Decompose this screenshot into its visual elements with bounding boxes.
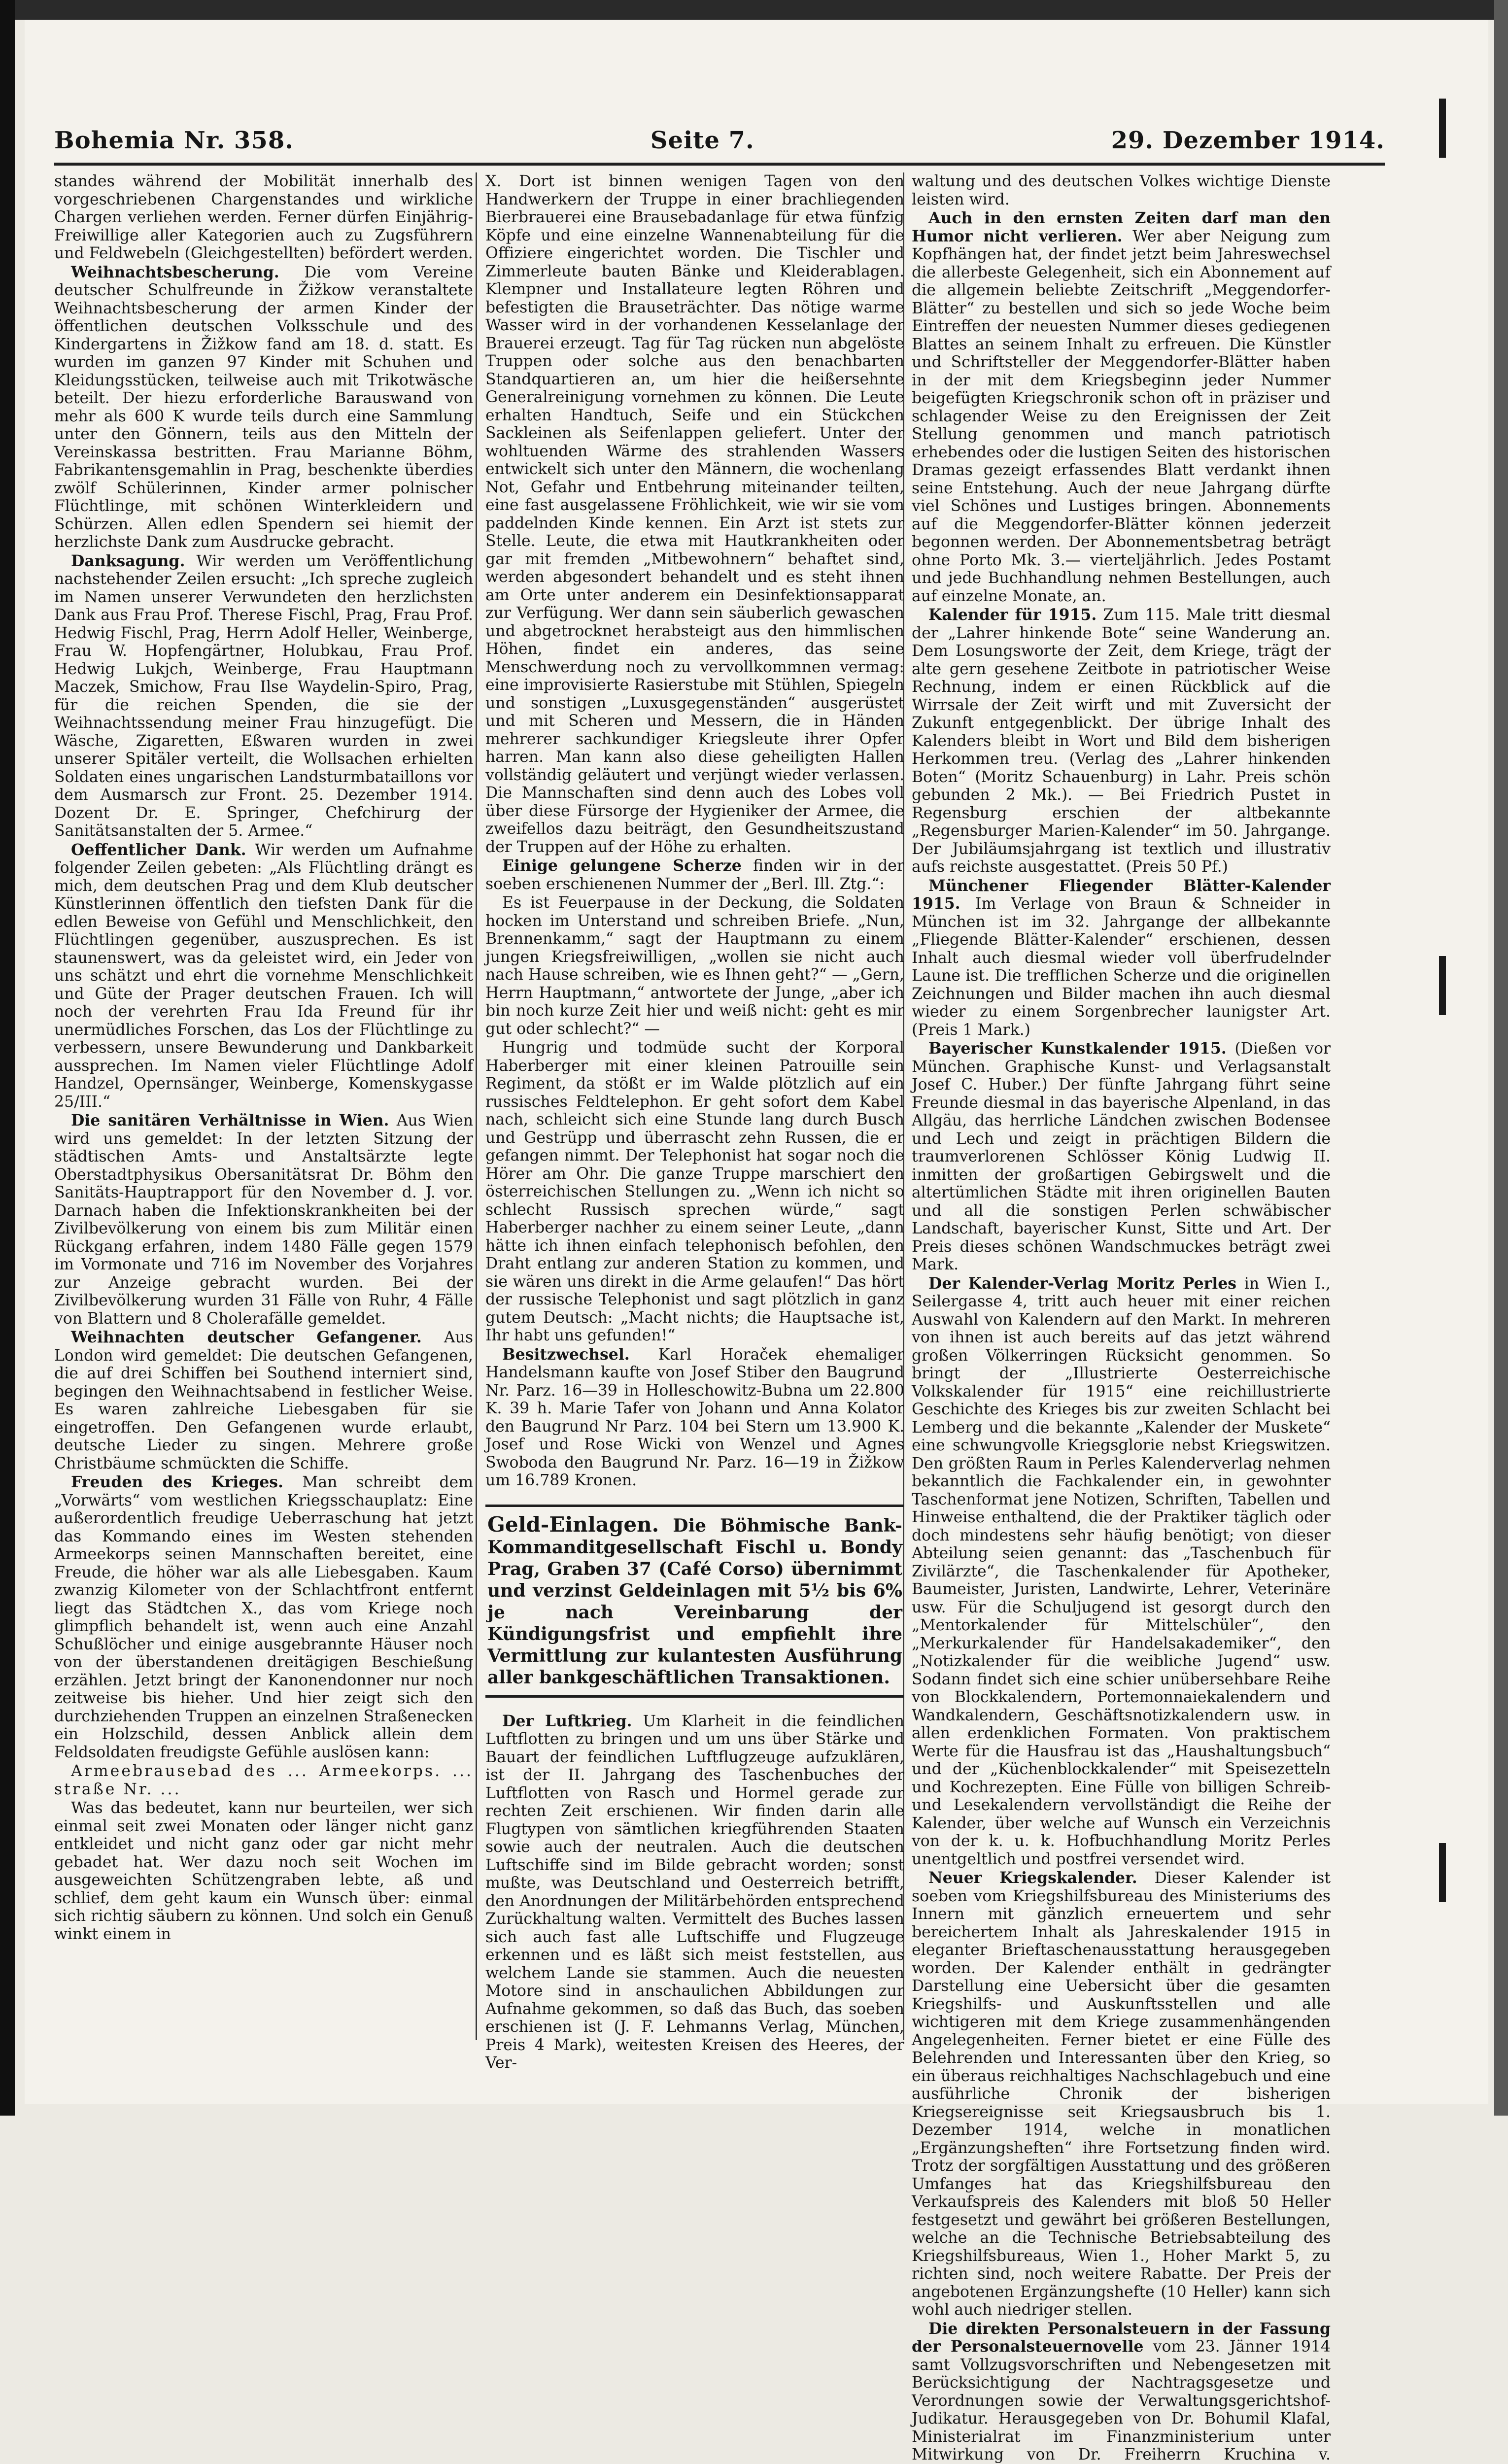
article-text: (Dießen vor München. Graphische Kunst- und Verlagsanstalt Josef C. Huber.) Der fünfte Jahrgang führt seine Freunde diesmal in das bayerische Alpenland, in das Allgäu, das herrliche Ländchen zwischen Bodensee und Lech und zeigt in prächtigen Bildern die traumverlorenen Schlösser König Ludwig II. inmitten der großartigen Gebirgswelt und die altertümlichen Städte mit ihren originellen Bauten und all die sonstigen Perlen schwäbischer Landschaft, bayerischer Kunst, Sitte und Art. Der Preis dieses schönen Wandschmuckes beträgt zwei Mark. [912, 1040, 1331, 1273]
article-heading: Freuden des Krieges. [71, 1473, 283, 1491]
article-text: Wir werden um Aufnahme folgender Zeilen gebeten: „Als Flüchtling drängt es mich, dem deutschen Prag und dem Klub deutscher Künstlerinnen öffentlich den tiefsten Dank für die edlen Beweise von Gefühl und Menschlichkeit, den Flüchtlingen gegenüber, auszusprechen. Es ist staunenswert, was da geleistet wird, ein Jeder von uns schätzt und ehrt die vornehme Menschlichkeit und Güte der Prager deutschen Frauen. Ich will noch der verehrten Frau Ida Freund für ihr unermüdliches Forschen, das Los der Flüchtlinge zu verbessern, unsere Bewunderung und Dankbarkeit aussprechen. Im Namen vieler Flüchtlinge Adolf Handzel, Opernsänger, Weinberge, Komenskygasse 25/III.“ [54, 841, 473, 1111]
scan-edge-mark [1439, 1843, 1446, 1902]
scan-edge-mark [1439, 956, 1446, 1015]
article-paragraph [54, 1112, 473, 1328]
article-paragraph [54, 264, 473, 551]
article-text: finden wir in der soeben erschienenen Nummer der „Berl. Ill. Ztg.“: [485, 857, 904, 893]
header-issue: Bohemia Nr. 358. [54, 127, 294, 154]
article-paragraph [485, 857, 904, 893]
article-paragraph [912, 877, 1331, 1039]
article-paragraph [485, 1712, 904, 2072]
article-heading: Weihnachten deutscher Gefangener. [71, 1328, 422, 1346]
article-text: Man schreibt dem „Vorwärts“ vom westlichen Kriegsschauplatz: Eine außerordentlich freudige Ueberraschung hat jetzt das Kommando eines im Westen stehenden Armeekorps seinen Mannschaften bereitet, eine Freude, die höher war als alle Liebesgaben. Kaum zwanzig Kilometer von der Schlachtfront entfernt liegt das Städtchen X., das vom Kriege noch glimpflich behandelt ist, wenn auch eine Anzahl Schußlöcher und einige ausgebrannte Häuser noch von der überstandenen dreitägigen Beschießung erzählen. Jetzt bringt der Kanonendonner nur noch zeitweise bis hieher. Und hier zeigt sich den durchziehenden Truppen an einzelnen Straßenecken ein Holzschild, dessen Anblick allein dem Feldsoldaten freudigste Gefühle auslösen kann: [54, 1473, 473, 1761]
article-text: Um Klarheit in die feindlichen Luftflotten zu bringen und um uns über Stärke und Bauart der feindlichen Luftflugzeuge aufzuklären, ist der II. Jahrgang des Taschenbuches der Luftflotten von Rasch und Hormel gerade zur rechten Zeit erschienen. Wir finden darin alle Flugtypen von sämtlichen kriegführenden Staaten sowie auch der neutralen. Auch die deutschen Luftschiffe sind im Bilde gebracht worden; sonst mußte, was Deutschland und Oesterreich betrifft, den Anordnungen der Militärbehörden entsprechend Zurückhaltung walten. Vermittelt des Buches lassen sich auch fast alle Luftschiffe und Flugzeuge erkennen und es läßt sich meist feststellen, aus welchem Lande sie stammen. Auch die neuesten Motore sind in anschaulichen Abbildungen zur Aufnahme gekommen, so daß das Buch, das soeben erschienen ist (J. F. Lehmanns Verlag, München, Preis 4 Mark), weitesten Kreisen des Heeres, der Ver- [485, 1712, 904, 2072]
header-rule [54, 163, 1385, 166]
advertisement-text: Die Böhmische Bank-Kommanditgesellschaft Fischl u. Bondy Prag, Graben 37 (Café Corso) übernimmt und verzinst Geldeinlagen mit 5½ bis 6% je nach Vereinbarung der Kündigungsfrist und empfiehlt ihre Vermittlung zur kulantesten Ausführung aller bankgeschäftlichen Transaktionen. [487, 1515, 902, 1688]
article-paragraph [54, 841, 473, 1111]
header-page-number: Seite 7. [651, 127, 754, 154]
article-paragraph [54, 1329, 473, 1472]
article-heading: Münchener Fliegender Blätter-Kalender 1915. [912, 877, 1331, 913]
article-heading: Weihnachtsbescherung. [71, 263, 279, 281]
article-text: Zum 115. Male tritt diesmal der „Lahrer hinkende Bote“ seine Wanderung an. Dem Losungsworte der Zeit, dem Kriege, trägt der alte gern gesehene Zeitbote in patriotischer Weise Rechnung, indem er einen Rückblick auf die Wirrsale der Zeit wirft und mit Zuversicht der Zukunft entgegenblickt. Der übrige Inhalt des Kalenders bleibt in Wort und Bild dem bisherigen Herkommen treu. (Verlag des „Lahrer hinkenden Boten“ (Moritz Schauenburg) in Lahr. Preis schön gebunden 2 Mk.). — Bei Friedrich Pustet in Regensburg erschien der altbekannte „Regensburger Marien-Kalender“ im 50. Jahrgange. Der Jubiläumsjahrgang ist textlich und illustrativ aufs reichste ausgestattet. (Preis 50 Pf.) [912, 606, 1331, 876]
article-text: Aus London wird gemeldet: Die deutschen Gefangenen, die auf drei Schiffen bei Southend interniert sind, begingen den Weihnachtsabend in festlicher Weise. Es waren zahlreiche Liebesgaben für sie eingetroffen. Den Gefangenen wurde erlaubt, deutsche Lieder zu singen. Mehrere große Christbäume schmückten die Schiffe. [54, 1329, 473, 1472]
article-text: Im Verlage von Braun & Schneider in München ist im 32. Jahrgange der allbekannte „Fliegende Blätter-Kalender“ erschienen, dessen Inhalt auch diesmal wieder voll überfrudelnder Laune ist. Die trefflichen Scherze und die originellen Zeichnungen und Bilder machen ihn auch diesmal wieder zu einem Sorgenbrecher launigster Art. (Preis 1 Mark.) [912, 895, 1331, 1039]
article-heading: Auch in den ernsten Zeiten darf man den Humor nicht verlieren. [912, 209, 1331, 245]
article-heading: Kalender für 1915. [928, 606, 1097, 624]
header-date: 29. Dezember 1914. [1111, 127, 1385, 154]
article-paragraph [912, 209, 1331, 605]
sign-text: Armeebrausebad des ... Armeekorps. ... straße Nr. ... [54, 1762, 473, 1798]
article-text: Wer aber Neigung zum Kopfhängen hat, der findet jetzt beim Jahreswechsel die allerbeste Gelegenheit, sich ein Abonnement auf die allgemein beliebte Zeitschrift „Meggendorfer-Blätter“ zu bestellen und sich so jede Woche beim Eintreffen der neuesten Nummer dieses gediegenen Blattes an seinem Inhalt zu erfreuen. Die Künstler und Schriftsteller der Meggendorfer-Blätter haben in der mit dem Kriegsbeginn jeder Nummer beigefügten Kriegschronik schon oft in präziser und schlagender Weise zu den Ereignissen der Zeit Stellung genommen und manch patriotisch erhebendes oder die lustigen Seiten des historischen Dramas gezeigt erfassendes Blatt verdankt ihnen seine Entstehung. Auch der neue Jahrgang dürfte viel Schönes und Lustiges bringen. Abonnements auf die Meggendorfer-Blätter können jederzeit begonnen werden. Der Abonnementsbetrag beträgt ohne Porto Mk. 3.— vierteljährlich. Jedes Postamt und jede Buchhandlung nehmen Bestellungen, auch auf einzelne Monate, an. [912, 228, 1331, 605]
article-heading: Besitzwechsel. [502, 1345, 630, 1364]
page-header [54, 118, 1385, 163]
article-heading: Oeffentlicher Dank. [71, 841, 246, 859]
article-heading: Danksagung. [71, 552, 185, 570]
article-paragraph [912, 606, 1331, 876]
article-text: Dieser Kalender ist soeben vom Kriegshilfsbureau des Ministeriums des Innern mit gänzlich erneuertem und sehr bereichertem Inhalt als Jahreskalender 1915 in eleganter Brieftaschenausstattung herausgegeben worden. Der Kalender enthält in gedrängter Darstellung eine Uebersicht über die gesamten Kriegshilfs- und Auskunftsstellen und alle wichtigeren mit dem Kriege zusammenhängenden Angelegenheiten. Ferner bietet er eine Fülle des Belehrenden und Interessanten über den Krieg, so ein überaus reichhaltiges Nachschlagebuch und eine ausführliche Chronik der bisherigen Kriegsereignisse seit Kriegsausbruch bis 1. Dezember 1914, welche in monatlichen „Ergänzungsheften“ ihre Fortsetzung finden wird. Trotz der sorgfältigen Ausstattung und des größeren Umfanges hat das Kriegshilfsbureau den Verkaufspreis des Kalenders mit bloß 50 Heller festgesetzt und gewährt bei größeren Bestellungen, welche an die Technische Betriebsabteilung des Kriegshilfsbureaus, Wien 1., Hoher Markt 5, zu richten sind, noch weitere Rabatte. Der Preis der angebotenen Ergänzungshefte (10 Heller) kann sich wohl auch niedriger stellen. [912, 1869, 1331, 2319]
column-right [912, 172, 1331, 2045]
scan-border-left [0, 0, 15, 2116]
article-heading: Die sanitären Verhältnisse in Wien. [71, 1111, 389, 1129]
scan-border-right [1494, 0, 1508, 2116]
article-text: Wir werden um Veröffentlichung nachstehender Zeilen ersucht: „Ich spreche zugleich im Namen unserer Verwundeten den herzlichsten Dank aus Frau Prof. Therese Fischl, Prag, Frau Prof. Hedwig Fischl, Prag, Herrn Adolf Heller, Weinberge, Frau W. Hopfengärtner, Holubkau, Frau Prof. Hedwig Lukjch, Weinberge, Frau Hauptmann Maczek, Smichow, Frau Ilse Waydelin-Spiro, Prag, für die reichen Spenden, die sie der Weihnachtssendung meiner Frau hinzugefügt. Die Wäsche, Zigaretten, Eßwaren wurden in zwei unserer Spitäler verteilt, die Wollsachen erhielten Soldaten eines ungarischen Landsturmbataillons vor dem Ausmarsch zur Front. 25. Dezember 1914. Dozent Dr. E. Springer, Chefchirurg der Sanitätsanstalten der 5. Armee.“ [54, 552, 473, 840]
bank-advertisement [485, 1505, 904, 1698]
article-heading: Bayerischer Kunstkalender 1915. [928, 1039, 1227, 1058]
scan-border-top [0, 0, 1508, 20]
article-text: in Wien I., Seilergasse 4, tritt auch heuer mit einer reichen Auswahl von Kalendern auf den Markt. In mehreren von ihnen ist auch bereits auf das jetzt während großen Völkerringen Rücksicht genommen. So bringt der „Illustrierte Oesterreichische Volkskalender für 1915“ eine reichillustrierte Geschichte des Krieges bis zur zweiten Schlacht bei Lemberg und die bekannte „Kalender der Muskete“ eine schwungvolle Kriegsglorie nebst Kriegswitzen. Den größten Raum in Perles Kalenderverlag nehmen bekanntlich die Fachkalender ein, in gewohnter Taschenformat jene Notizen, Schriften, Tabellen und Hinweise enthaltend, die der Praktiker täglich oder doch mindestens sehr häufig benötigt; von dieser Abteilung seien genannt: das „Taschenbuch für Zivilärzte“, die Taschenkalender für Apotheker, Baumeister, Juristen, Landwirte, Lehrer, Veterinäre usw. Für die Schuljugend ist gesorgt durch den „Mentorkalender für Mittelschüler“, den „Merkurkalender für Handelsakademiker“, den „Notizkalender für die weibliche Jugend“ usw. Sodann findet sich eine schier unübersehbare Reihe von Blockkalendern, Portemonnaiekalendern und Wandkalendern, Geschäftsnotizkalendern usw. in allen erdenklichen Formaten. Von praktischem Werte für die Hausfrau ist das „Haushaltungsbuch“ und der „Küchenblockkalender“ mit Speisezetteln und Kochrezepten. Eine Fülle von billigen Schreib- und Lesekalendern vervollständigt die Reihe der Kalender, über welche auf Wunsch ein Verzeichnis von der k. u. k. Hofbuchhandlung Moritz Perles unentgeltlich und postfrei versendet wird. [912, 1275, 1331, 1868]
column-middle [485, 172, 904, 2045]
newspaper-page [25, 20, 1488, 2104]
article-heading: Die direkten Personalsteuern in der Fassung der Personalsteuernovelle [912, 2320, 1331, 2356]
article-heading: Der Luftkrieg. [502, 1712, 632, 1730]
article-heading: Neuer Kriegskalender. [928, 1869, 1137, 1887]
article-heading: Der Kalender-Verlag Moritz Perles [928, 1274, 1236, 1293]
article-paragraph [912, 1040, 1331, 1274]
article-text: vom 23. Jänner 1914 samt Vollzugsvorschriften und Nebengesetzen mit Berücksichtigung der Nachtragsgesetze und Verordnungen sowie der Verwaltungsgerichtshof-Judikatur. Herausgegeben von Dr. Bohumil Klafal, Ministerialrat im Finanzministerium unter Mitwirkung von Dr. Freiherrn Kruchina v. [912, 2338, 1331, 2464]
article-paragraph: waltung und des deutschen Volkes wichtige Dienste leisten wird. [912, 172, 1331, 208]
article-paragraph [912, 1869, 1331, 2319]
article-paragraph: Was das bedeutet, kann nur beurteilen, wer sich einmal seit zwei Monaten oder länger nicht ganz entkleidet und nicht ganz oder gar nicht mehr gebadet hat. Wer dazu noch seit Wochen im ausgeweichten Schützengraben lebte, aß und schlief, dem geht kaum ein Wunsch über: einmal sich richtig säubern zu können. Und solch ein Genuß winkt einem in [54, 1799, 473, 1943]
article-paragraph [54, 552, 473, 840]
article-heading: Einige gelungene Scherze [502, 856, 742, 875]
article-paragraph: Hungrig und todmüde sucht der Korporal Haberberger mit einer kleinen Patrouille sein Regiment, da stößt er im Walde plötzlich auf ein russisches Feldtelephon. Er geht sofort dem Kabel nach, schleicht sich eine Stunde lang durch Busch und Gestrüpp und überrascht zehn Russen, die er gefangen nimmt. Der Telephonist hat sogar noch die Hörer am Ohr. Die ganze Truppe marschiert den österreichischen Stellungen zu. „Wenn ich nicht so schlecht Russisch sprechen würde,“ sagt Haberberger nachher zu einem seiner Leute, „dann hätte ich ihnen einfach telephonisch befohlen, den Draht entlang zur anderen Station zu kommen, und sie wären uns direkt in die Arme gelaufen!“ Das hört der russische Telephonist und sagt plötzlich in ganz gutem Deutsch: „Macht nichts; die Hauptsache ist, Ihr habt uns gefunden!“ [485, 1039, 904, 1345]
article-text: Aus Wien wird uns gemeldet: In der letzten Sitzung der städtischen Amts- und Anstaltsärzte legte Oberstadtphysikus Obersanitätsrat Dr. Böhm den Sanitäts-Hauptrapport für den November d. J. vor. Darnach haben die Infektionskrankheiten bei der Zivilbevölkerung von einem bis zum Militär einen Rückgang erfahren, indem 1480 Fälle gegen 1579 im Vormonate und 716 im November des Vorjahres zur Anzeige gebracht wurden. Bei der Zivilbevölkerung wurden 31 Fälle von Ruhr, 4 Fälle von Blattern und 8 Cholerafälle gemeldet. [54, 1112, 473, 1328]
column-divider [476, 172, 477, 2040]
scan-edge-mark [1439, 99, 1446, 158]
article-text: Die vom Vereine deutscher Schulfreunde in Žižkow veranstaltete Weihnachtsbescherung der armen Kinder der öffentlichen deutschen Volksschule und des Kindergartens in Žižkow fand am 18. d. statt. Es wurden im ganzen 97 Kinder mit Schuhen und Kleidungsstücken, teilweise auch mit Trikotwäsche beteilt. Der hiezu erforderliche Barauswand von mehr als 600 K wurde teils durch eine Sammlung unter den Gönnern, teils aus den Mitteln der Vereinskassa bestritten. Frau Marianne Böhm, Fabrikantensgemahlin in Prag, beschenkte überdies zwölf Schülerinnen, Kinder armer polnischer Flüchtlinge, mit schönen Winterkleidern und Schürzen. Allen edlen Spendern sei hiemit der herzlichste Dank zum Ausdrucke gebracht. [54, 264, 473, 551]
article-paragraph: Es ist Feuerpause in der Deckung, die Soldaten hocken im Unterstand und schreiben Briefe. „Nun, Brennenkamm,“ sagt der Hauptmann zu einem jungen Kriegsfreiwilligen, „wollen sie nicht auch nach Hause schreiben, wie es Ihnen geht?“ — „Gern, Herrn Hauptmann,“ antwortete der Junge, „aber ich bin noch kurze Zeit hier und weiß nicht: geht es mir gut oder schlecht?“ — [485, 894, 904, 1038]
article-paragraph [912, 2320, 1331, 2464]
article-paragraph [54, 1473, 473, 1761]
article-paragraph: standes während der Mobilität innerhalb des vorgeschriebenen Chargenstandes und wirkliche Chargen verliehen werden. Ferner dürfen Einjährig-Freiwillige aller Kategorien auch zu Zugsführern und Feldwebeln (Gleichgestellten) befördert werden. [54, 172, 473, 263]
article-paragraph: X. Dort ist binnen wenigen Tagen von den Handwerkern der Truppe in einer brachliegenden Bierbrauerei eine Brausebadanlage für etwa fünfzig Köpfe und eine einzelne Wannenabteilung für die Offiziere eingerichtet worden. Die Tischler und Zimmerleute bauten Bänke und Kleiderablagen. Klempner und Installateure legten Röhren und befestigten die Brauseträchter. Das nötige warme Wasser wird in der vorhandenen Kesselanlage der Brauerei erzeugt. Tag für Tag rücken nun abgelöste Truppen oder solche aus den benachbarten Standquartieren an, um hier die heißersehnte Generalreinigung vornehmen zu können. Die Leute erhalten Handtuch, Seife und ein Stückchen Sackleinen als Seifenlappen geliefert. Unter der wohltuenden Wärme des strahlenden Wassers entwickelt sich unter den Männern, die wochenlang Not, Gefahr und Entbehrung miteinander teilten, eine fast ausgelassene Fröhlichkeit, wie wir sie vom paddelnden Kinde kennen. Ein Arzt ist stets zur Stelle. Leute, die etwa mit Hautkrankheiten oder gar mit fremden „Mitbewohnern“ behaftet sind, werden abgesondert behandelt und es steht ihnen am Orte unter anderem ein Desinfektionsapparat zur Verfügung. Wer dann sein säuberlich gewaschen und abgetrocknet herabsteigt aus den himmlischen Höhen, findet ein anderes, das seine Menschwerdung noch zu vervollkommnen vermag: eine improvisierte Rasierstube mit Stühlen, Spiegeln und sonstigen „Luxusgegenständen“ ausgerüstet und mit Scheren und Messern, die in Händen mehrerer sachkundiger Kriegsleute ihrer Opfer harren. Man kann also diese geheiligten Hallen vollständig geläutert und verjüngt wieder verlassen. Die Mannschaften sind denn auch des Lobes voll über diese Fürsorge der Hygieniker der Armee, die zweifellos dazu beiträgt, den Gesundheitszustand der Truppen auf der Höhe zu erhalten. [485, 172, 904, 856]
column-left [54, 172, 473, 2045]
article-paragraph [485, 1346, 904, 1490]
advertisement-heading: Geld-Einlagen. [487, 1512, 659, 1537]
article-text: Karl Horaček ehemaliger Handelsmann kaufte von Josef Stiber den Baugrund Nr. Parz. 16—39 in Holleschowitz-Bubna um 22.800 K. 39 h. Marie Tafer von Johann und Anna Kolator den Baugrund Nr Parz. 104 bei Stern um 13.900 K. Josef und Rose Wicki von Wenzel und Agnes Swoboda den Baugrund Nr. Parz. 16—19 in Žižkow um 16.789 Kronen. [485, 1346, 904, 1490]
article-paragraph [912, 1275, 1331, 1869]
